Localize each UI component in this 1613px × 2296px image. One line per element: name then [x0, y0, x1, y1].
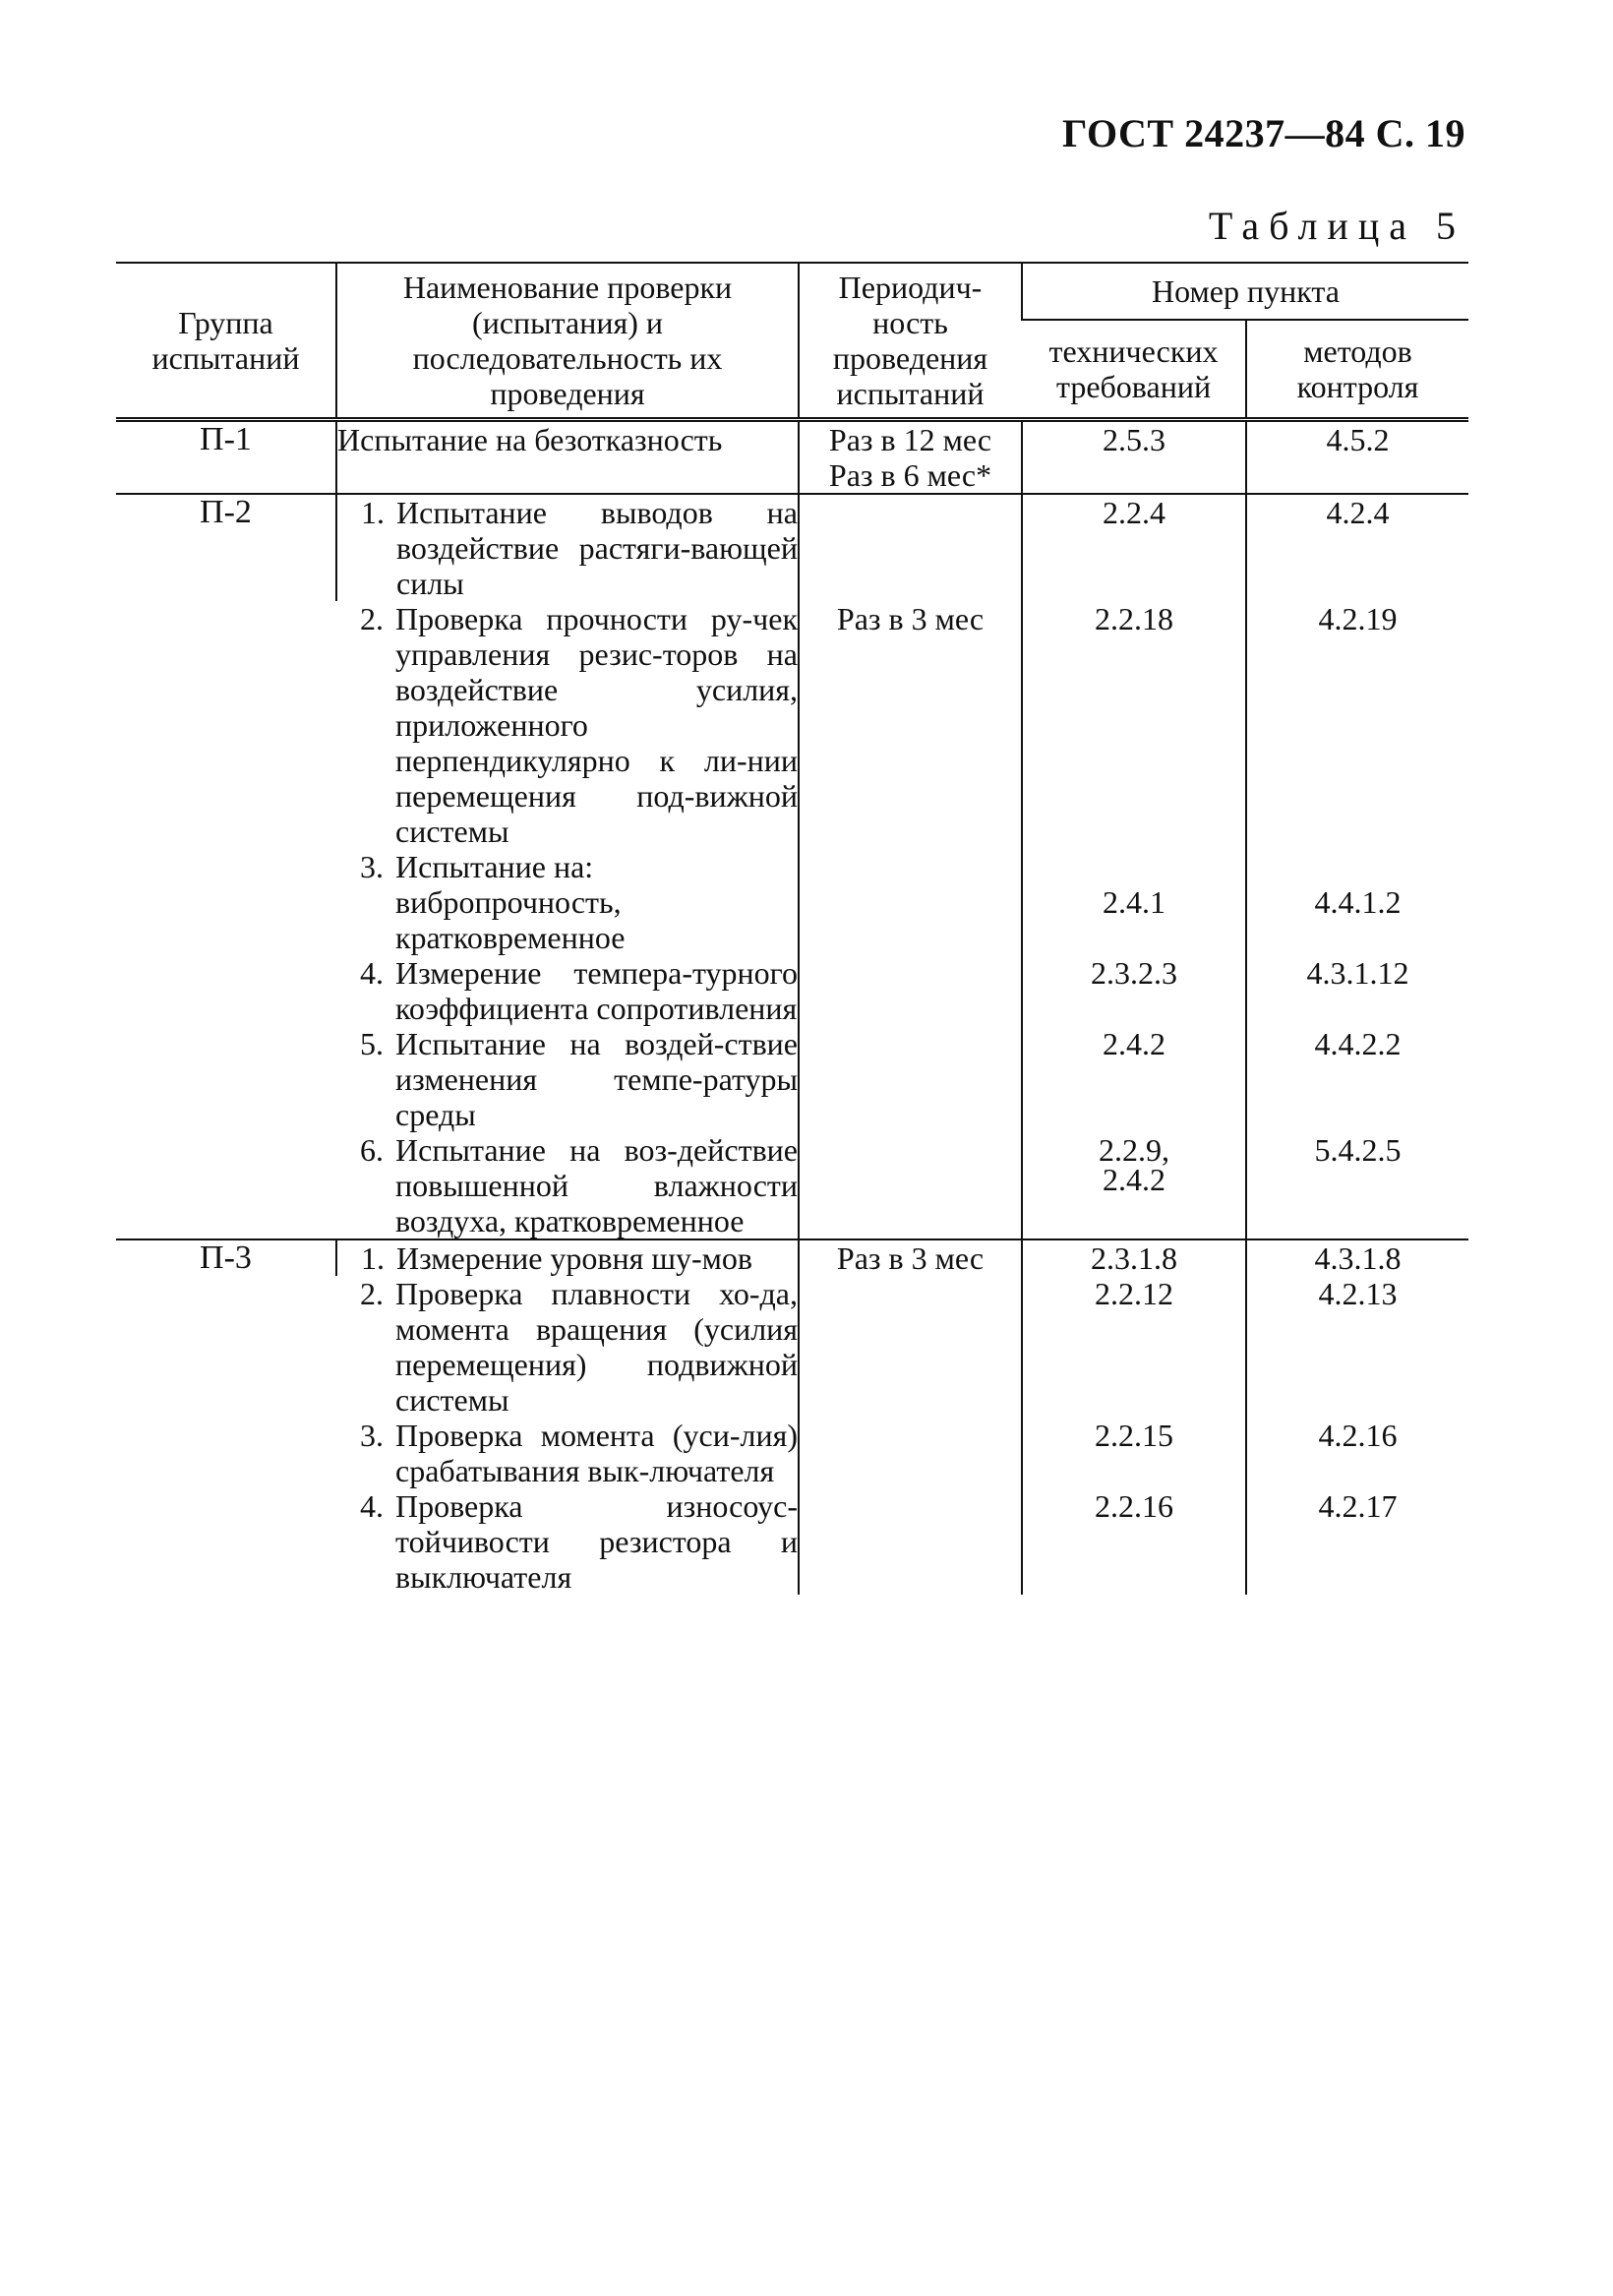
col-header-methods: методов контроля [1246, 320, 1468, 420]
test-name: 2. Проверка плавности хо-да, момента вращения (усилия перемещения) подвижной системы [360, 1276, 798, 1418]
tech-cell: 2.2.12 [1022, 1276, 1246, 1418]
period-cell: Раз в 12 мес Раз в 6 мес* [799, 420, 1022, 495]
test-name: 2. Проверка прочности ру-чек управления резис-торов на воздействие усилия, приложенного перпендикулярно к ли-нии перемещения под-вижной системы [360, 601, 798, 849]
test-name: 6. Испытание на воз-действие повышенной влажности воздуха, кратковременное [360, 1132, 798, 1239]
table-row [116, 420, 1468, 495]
test-name: вибропрочность, кратковременное [395, 884, 626, 955]
test-name: 4. Измерение темпера-турного коэффициента сопротивления [360, 955, 798, 1026]
col-header-tech: технических требований [1022, 320, 1246, 420]
period-cell: Раз в 3 мес [799, 601, 1022, 849]
page-header: ГОСТ 24237—84 С. 19 [1061, 111, 1465, 155]
tech-cell: 2.2.4 [1022, 494, 1246, 601]
test-name: Испытание на безотказность [336, 420, 799, 495]
table-row [116, 1239, 1468, 1276]
method-cell: 4.2.17 [1246, 1488, 1468, 1595]
period-cell: Раз в 3 мес [799, 1239, 1022, 1276]
tech-cell: 2.5.3 [1022, 420, 1246, 495]
tech-cell: 2.4.2 [1022, 1026, 1246, 1132]
tech-cell: 2.3.2.3 [1022, 955, 1246, 1026]
period-cell [799, 494, 1022, 601]
test-name: 3. Проверка момента (уси-лия) срабатывания вык-лючателя [360, 1418, 798, 1488]
test-table [116, 262, 1468, 1595]
test-name: 4. Проверка износоус-тойчивости резистора и выключателя [360, 1488, 798, 1595]
tech-cell: 2.2.16 [1022, 1488, 1246, 1595]
method-cell: 4.3.1.8 [1246, 1239, 1468, 1276]
tech-cell: 2.2.15 [1022, 1418, 1246, 1488]
method-cell: 4.2.13 [1246, 1276, 1468, 1418]
method-cell: 4.4.1.2 [1246, 884, 1468, 955]
method-cell: 4.2.19 [1246, 601, 1468, 849]
method-cell: 4.3.1.12 [1246, 955, 1468, 1026]
col-header-clause: Номер пункта [1022, 263, 1468, 320]
col-header-period: Периодич-ность проведения испытаний [799, 263, 1022, 420]
method-cell: 4.4.2.2 [1246, 1026, 1468, 1132]
tech-cell: 2.3.1.8 [1022, 1239, 1246, 1276]
col-header-name: Наименование проверки (испытания) и последовательность их проведения [336, 263, 799, 420]
group-cell: П-2 [116, 494, 336, 1239]
test-name: 1. Испытание выводов на воздействие растяги-вающей силы [336, 494, 799, 601]
method-cell: 4.2.4 [1246, 494, 1468, 601]
tech-cell: 2.2.9, 2.4.2 [1022, 1132, 1246, 1239]
table-row [116, 494, 1468, 601]
group-cell: П-1 [200, 421, 252, 457]
test-name: 5. Испытание на воздей-ствие изменения темпе-ратуры среды [360, 1026, 798, 1132]
test-name: 3. Испытание на: [360, 849, 594, 884]
table-caption: Таблица 5 [1208, 204, 1465, 248]
method-cell: 4.2.16 [1246, 1418, 1468, 1488]
col-header-group: Группа испытаний [116, 263, 336, 420]
tech-cell: 2.4.1 [1022, 884, 1246, 955]
test-name: 1. Измерение уровня шу-мов [336, 1239, 799, 1276]
group-cell: П-3 [116, 1239, 336, 1595]
method-cell: 5.4.2.5 [1246, 1132, 1468, 1239]
tech-cell: 2.2.18 [1022, 601, 1246, 849]
method-cell: 4.5.2 [1246, 420, 1468, 495]
